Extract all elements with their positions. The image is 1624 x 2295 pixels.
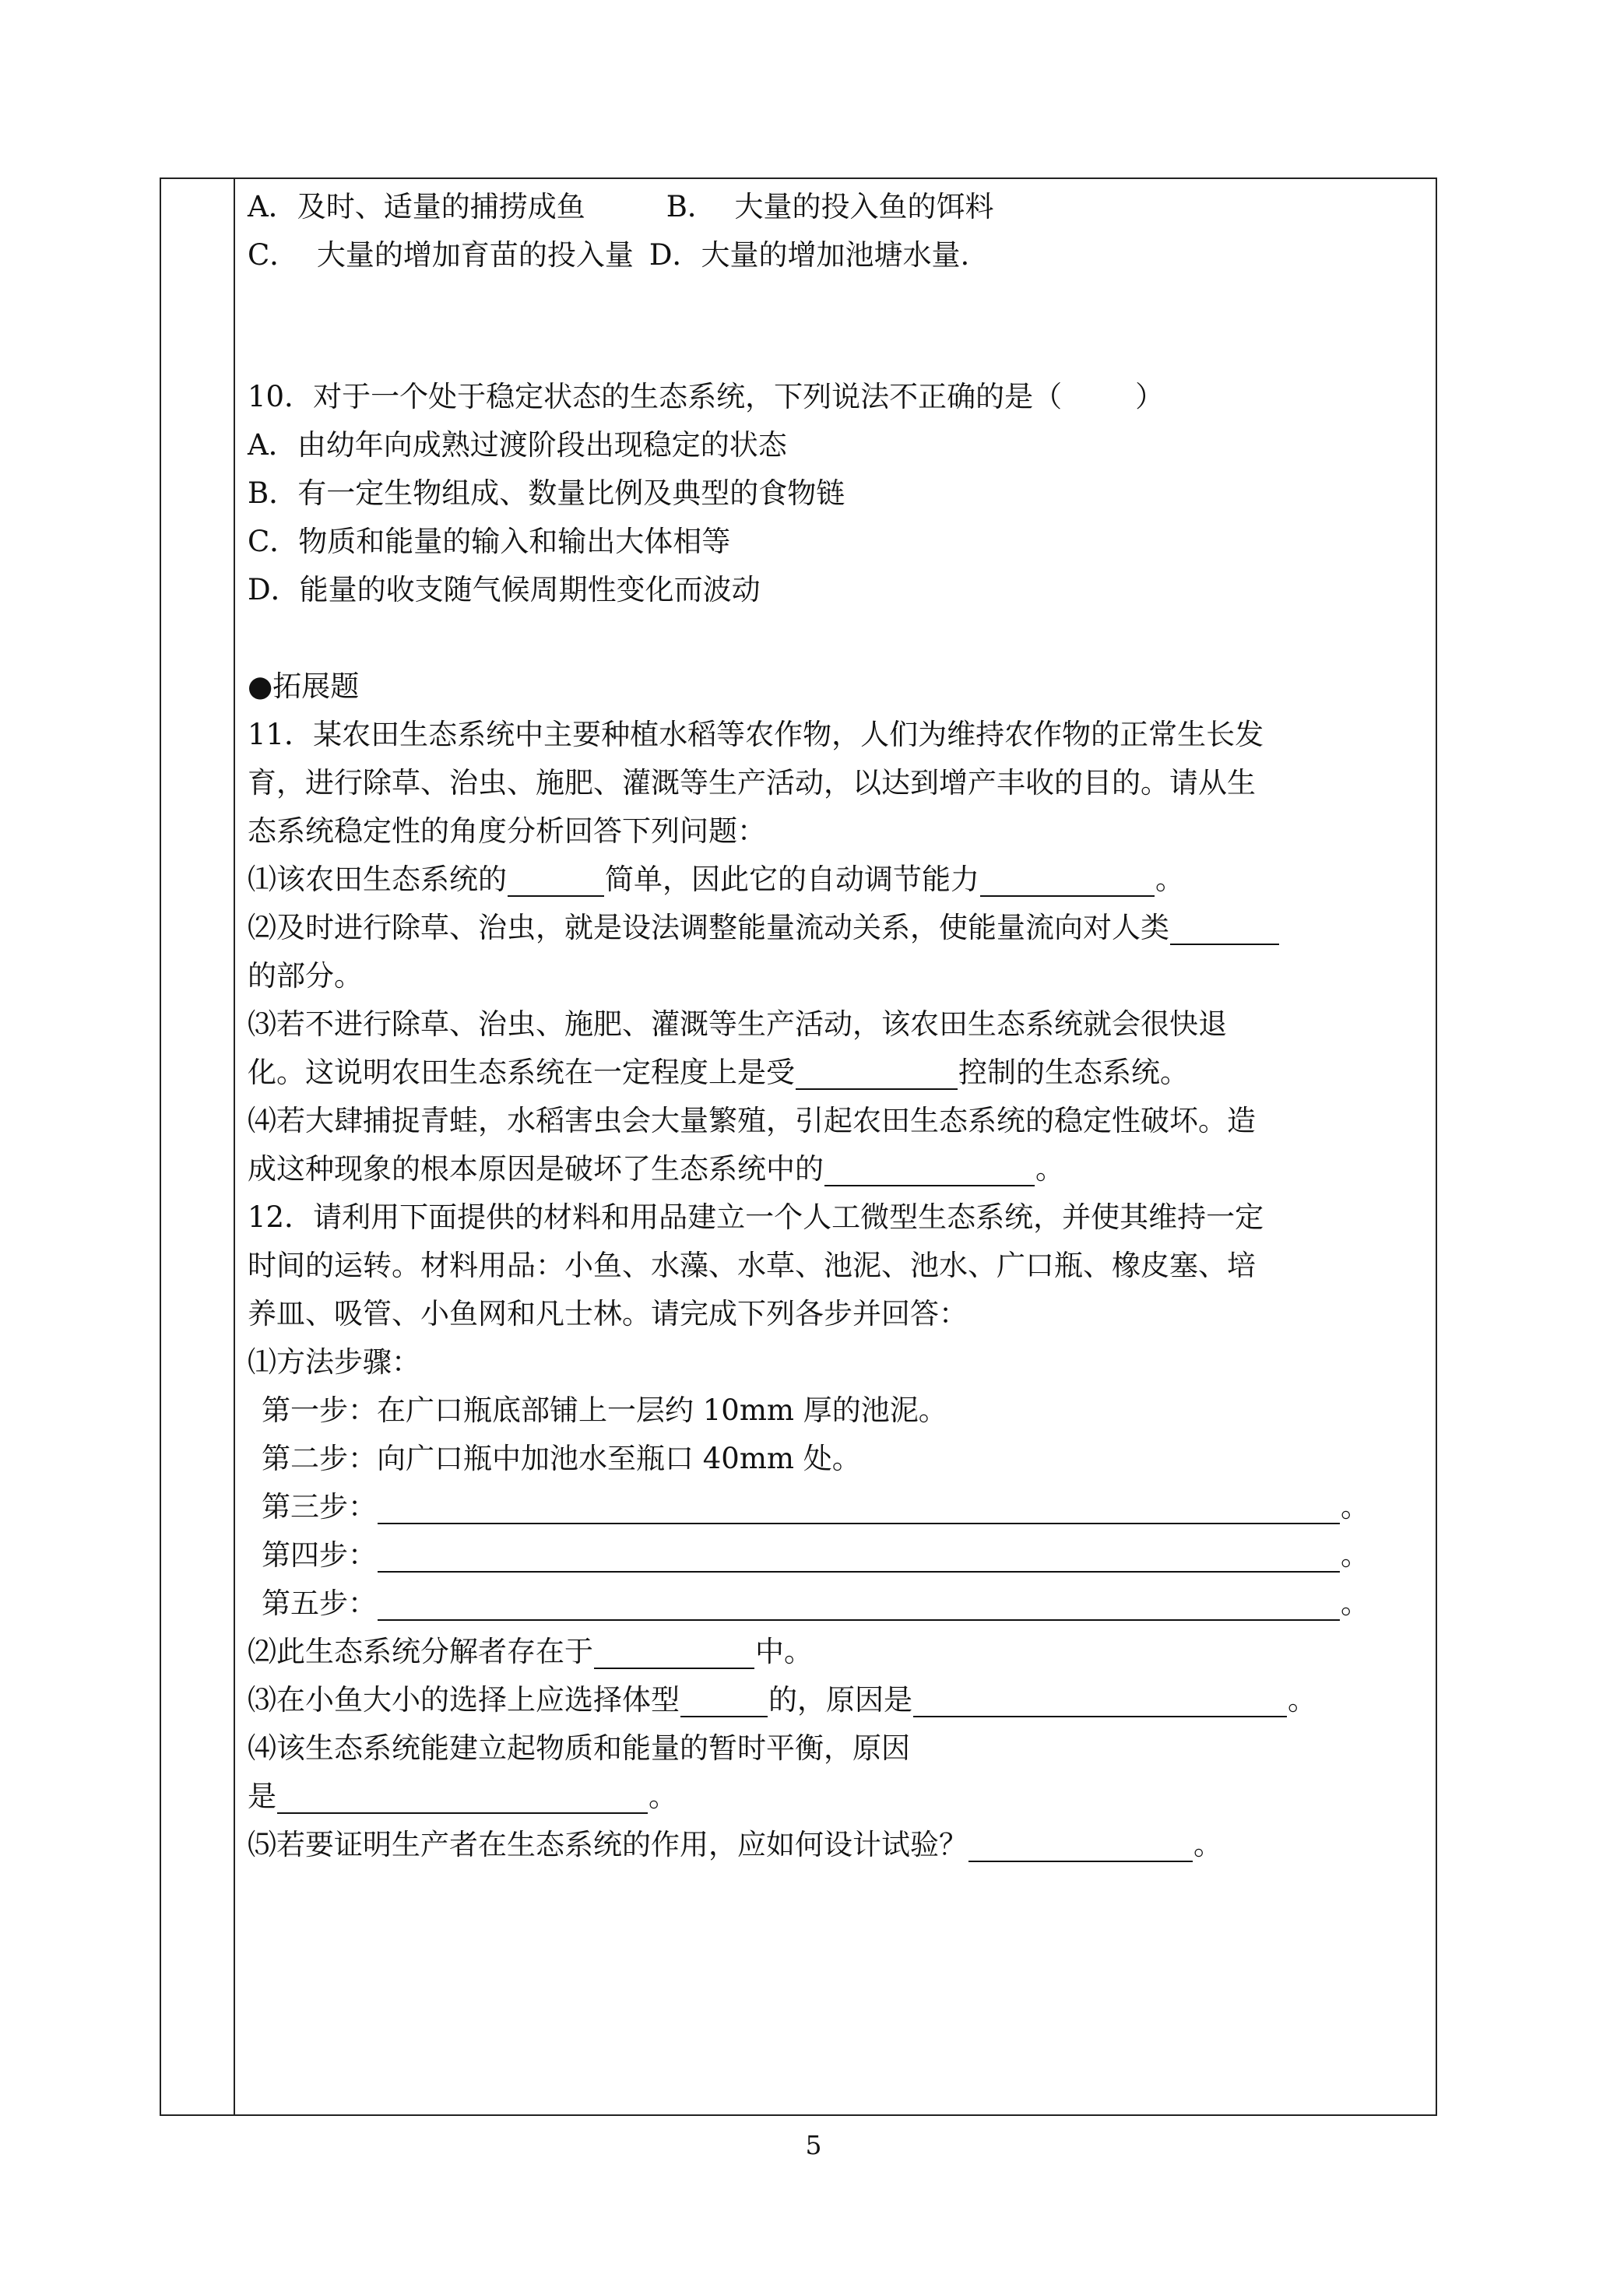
q11-stem-line-3: 态系统稳定性的角度分析回答下列问题： xyxy=(248,814,766,848)
q12-part-2: ⑵此生态系统分解者存在于 中。 xyxy=(248,1635,813,1668)
q12-stem-line-3: 养皿、吸管、小鱼网和凡士林。请完成下列各步并回答： xyxy=(248,1297,968,1330)
q10-stem: 10．对于一个处于稳定状态的生态系统，下列说法不正确的是（ ） xyxy=(248,380,1165,413)
q9-option-d: D．大量的增加池塘水量. xyxy=(649,238,970,272)
q10-option-d: D．能量的收支随气候周期性变化而波动 xyxy=(248,573,761,606)
q12-part-4: ⑷该生态系统能建立起物质和能量的暂时平衡，原因 xyxy=(248,1731,910,1765)
q9-options-row-1 xyxy=(248,190,993,224)
answer-blank[interactable] xyxy=(824,1155,1035,1186)
answer-blank[interactable] xyxy=(980,866,1155,897)
worksheet-table xyxy=(160,177,1437,2116)
q12-step-5: 第五步： 。 xyxy=(262,1587,1369,1620)
q12-part-1-label: ⑴方法步骤： xyxy=(248,1345,420,1379)
answer-blank[interactable] xyxy=(378,1541,1340,1573)
answer-blank[interactable] xyxy=(913,1686,1287,1717)
answer-blank[interactable] xyxy=(508,866,604,897)
q11-part-3-cont: 化。这说明农田生态系统在一定程度上是受 控制的生态系统。 xyxy=(248,1056,1189,1089)
answer-blank[interactable] xyxy=(378,1590,1340,1621)
q12-step-3: 第三步： 。 xyxy=(262,1490,1369,1524)
q11-part-4-cont: 成这种现象的根本原因是破坏了生态系统中的 。 xyxy=(248,1152,1064,1186)
q12-step-2: 第二步：向广口瓶中加池水至瓶口 40mm 处。 xyxy=(262,1442,861,1475)
q12-stem-line-2: 时间的运转。材料用品：小鱼、水藻、水草、池泥、池水、广口瓶、橡皮塞、培 xyxy=(248,1249,1256,1282)
q12-step-4: 第四步： 。 xyxy=(262,1538,1369,1572)
q9-option-a: A．及时、适量的捕捞成鱼 xyxy=(248,190,585,223)
q11-stem-line-1: 11．某农田生态系统中主要种植水稻等农作物，人们为维持农作物的正常生长发 xyxy=(248,718,1264,751)
answer-blank[interactable] xyxy=(796,1059,958,1090)
q12-part-3: ⑶在小鱼大小的选择上应选择体型 的，原因是 。 xyxy=(248,1683,1316,1717)
answer-blank[interactable] xyxy=(378,1493,1340,1524)
page-number: 5 xyxy=(805,2130,822,2160)
answer-blank[interactable] xyxy=(277,1783,648,1814)
q11-part-4: ⑷若大肆捕捉青蛙，水稻害虫会大量繁殖，引起农田生态系统的稳定性破坏。造 xyxy=(248,1104,1256,1137)
q11-part-1: ⑴该农田生态系统的 简单，因此它的自动调节能力 。 xyxy=(248,863,1184,896)
q9-option-b: B． 大量的投入鱼的饵料 xyxy=(666,190,994,223)
q11-part-2-cont: 的部分。 xyxy=(248,959,363,993)
column-divider xyxy=(234,179,235,2114)
q11-part-2: ⑵及时进行除草、治虫，就是设法调整能量流动关系，使能量流向对人类 xyxy=(248,911,1280,945)
q12-part-5: ⑸若要证明生产者在生态系统的作用，应如何设计试验？ 。 xyxy=(248,1828,1222,1861)
q10-option-a: A．由幼年向成熟过渡阶段出现稳定的状态 xyxy=(248,428,787,462)
q10-option-b: B．有一定生物组成、数量比例及典型的食物链 xyxy=(248,476,845,510)
answer-blank[interactable] xyxy=(968,1831,1193,1862)
answer-blank[interactable] xyxy=(594,1638,754,1669)
q11-stem-line-2: 育，进行除草、治虫、施肥、灌溉等生产活动，以达到增产丰收的目的。请从生 xyxy=(248,766,1256,800)
answer-blank[interactable] xyxy=(680,1686,768,1717)
q10-option-c: C．物质和能量的输入和输出大体相等 xyxy=(248,525,731,558)
q11-part-3: ⑶若不进行除草、治虫、施肥、灌溉等生产活动，该农田生态系统就会很快退 xyxy=(248,1007,1227,1041)
section-heading: ●拓展题 xyxy=(248,670,360,703)
q9-option-c: C． 大量的增加育苗的投入量 xyxy=(248,238,634,272)
q9-options-row-2 xyxy=(248,238,969,272)
q12-step-1: 第一步：在广口瓶底部铺上一层约 10mm 厚的池泥。 xyxy=(262,1394,947,1427)
q12-stem-line-1: 12．请利用下面提供的材料和用品建立一个人工微型生态系统，并使其维持一定 xyxy=(248,1200,1264,1234)
q12-part-4-cont: 是 。 xyxy=(248,1780,677,1813)
answer-blank[interactable] xyxy=(1170,914,1279,945)
